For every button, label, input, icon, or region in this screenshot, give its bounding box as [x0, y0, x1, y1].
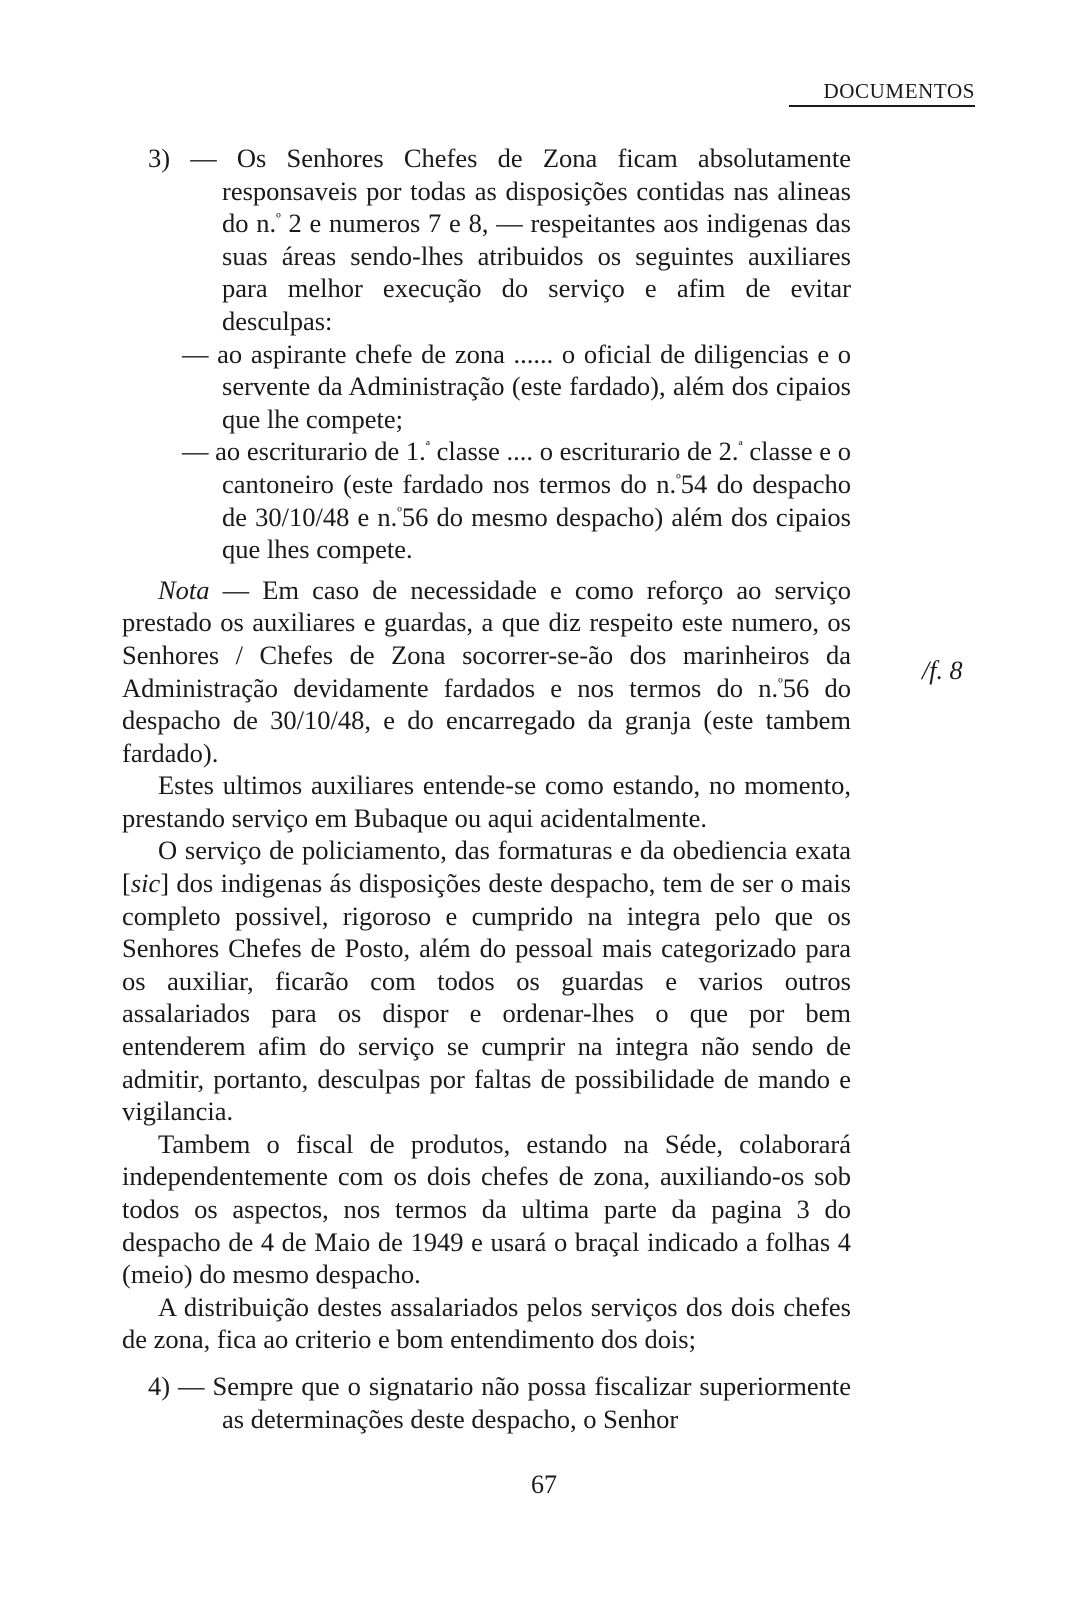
- paragraph-servico: O serviço de policiamento, das formaturas e da obediencia exata [sic] dos indigenas ás disposições deste despacho, tem de ser o mais completo possivel, rigoroso e cumprido na integra pelo que os Senhores Chefes de Posto, além do pessoal mais categorizado para os auxiliar, ficarão com todos os guardas e varios outros assalariados para os dispor e ordenar-lhes o que por bem entenderem afim do serviço se cumprir na integra não sendo de admitir, portanto, desculpas por faltas de possibilidade de mando e vigilancia.: [122, 835, 851, 1127]
- item-3-paragraph: 3) — Os Senhores Chefes de Zona ficam absolutamente responsaveis por todas as disposições contidas nas alineas do n.$^º$ 2 e numeros 7 e 8, — respeitantes aos indigenas das suas áreas sendo-lhes atribuidos os seguintes auxiliares para melhor execução do serviço e afim de evitar desculpas:: [148, 143, 851, 336]
- paragraph-estes: Estes ultimos auxiliares entende-se como estando, no momento, prestando serviço em Bubaque ou aqui acidentalmente.: [122, 770, 851, 833]
- paragraph-distribuicao: A distribuição destes assalariados pelos serviços dos dois chefes de zona, fica ao criterio e bom entendimento dos dois;: [122, 1291, 851, 1355]
- item-4-paragraph: 4) — Sempre que o signatario não possa fiscalizar superiormente as determinações deste despacho, o Senhor: [148, 1370, 851, 1434]
- nota-label: Nota: [158, 574, 210, 605]
- folio-margin-note: /f. 8: [922, 656, 963, 685]
- sic-mark: sic: [130, 868, 161, 899]
- dash-item-aspirante: — ao aspirante chefe de zona ...... o oficial de diligencias e o servente da Administração (este fardado), além dos cipaios que lhe compete;: [182, 338, 851, 434]
- page-number: 67: [531, 1470, 557, 1499]
- paragraph-fiscal: Tambem o fiscal de produtos, estando na Séde, colaborará independentemente com os dois chefes de zona, auxiliando-os sob todos os aspectos, nos termos da ultima parte da pagina 3 do despacho de 4 de Maio de 1949 e usará o braçal indicado a folhas 4 (meio) do mesmo despacho.: [122, 1128, 851, 1290]
- document-body: [122, 142, 851, 1435]
- nota-paragraph: Nota — Em caso de necessidade e como reforço ao serviço prestado os auxiliares e guardas, a que diz respeito este numero, os Senhores / Chefes de Zona socorrer-se-ão dos marinheiros da Administração devidamente fardados e nos termos do n.$^º$56 do despacho de 30/10/48, e do encarregado da granja (este tambem fardado).: [122, 574, 851, 768]
- running-head: DOCUMENTOS: [789, 78, 975, 107]
- dash-item-escriturario: — ao escriturario de 1.$^ª$ classe .... o escriturario de 2.$^ª$ classe e o cantoneiro (este fardado nos termos do n.$^º$54 do despacho de 30/10/48 e n.$^º$56 do mesmo despacho) além dos cipaios que lhes compete.: [182, 436, 851, 565]
